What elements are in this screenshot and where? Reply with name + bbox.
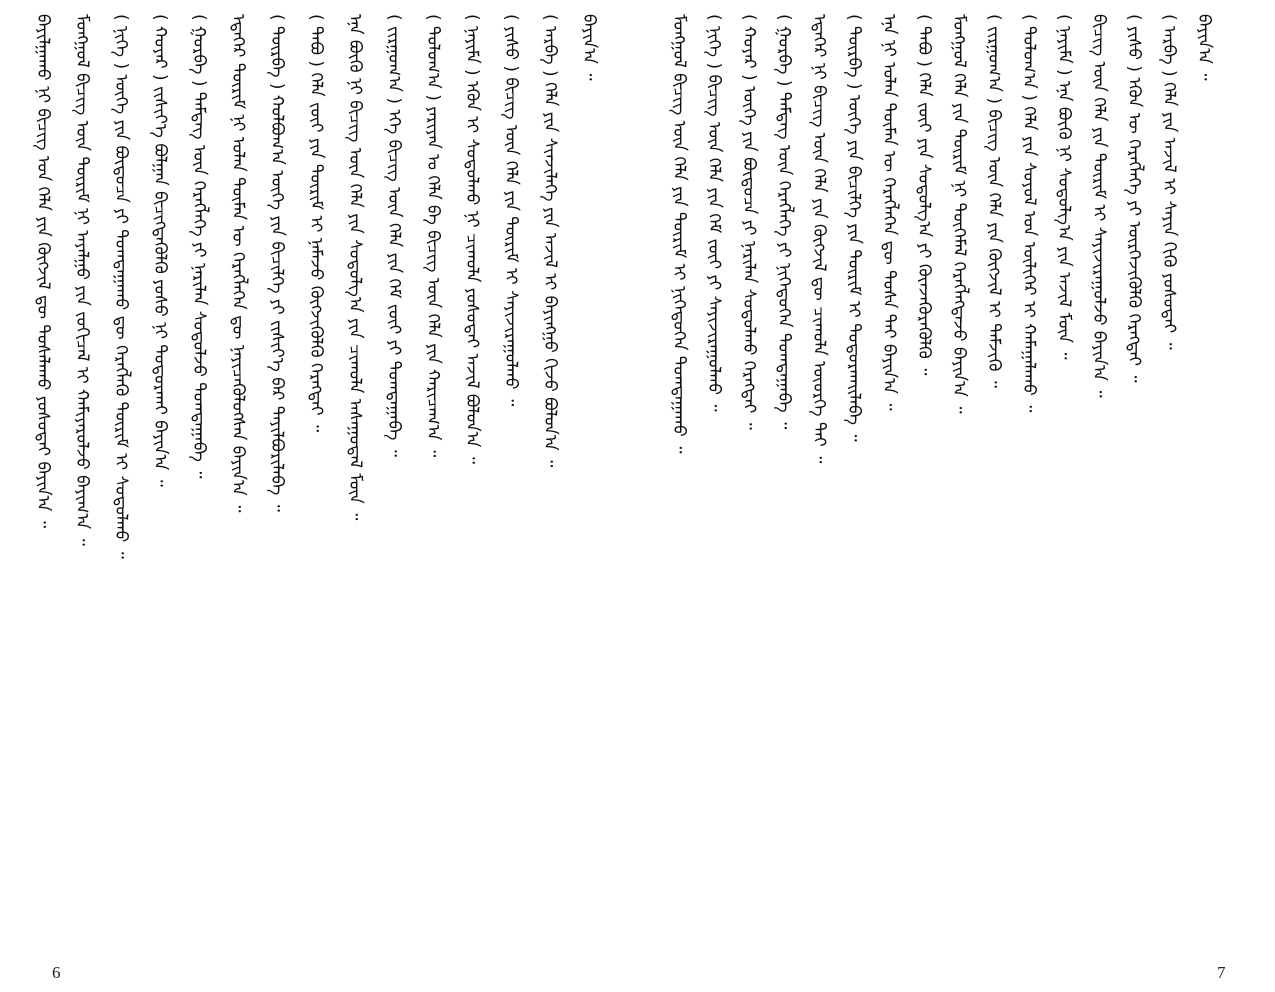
- right-text-column: ᠮᠣᠩᠭᠣᠯ ᠬᠡᠯᠡ ᠶᠢᠨ ᠳᠦᠷᠢᠮ ᠨᠢ ᠲᠦᠭᠡᠮᠡᠯ ᠬᠡᠷᠡᠭᠯᠡᠭᠳᠡᠵᠦ ᠪᠠᠶᠢᠨ᠎ᠠ ᠃: [949, 14, 969, 414]
- left-text-column: ᠡᠳᠡᠭᠡᠷ ᠳᠦᠷᠢᠮ ᠨᠢ ᠣᠯᠠᠨ ᠲᠦᠮᠡᠨ ᠦ ᠬᠡᠷᠡᠭᠯᠡᠭᠡᠨ ᠳᠦ ᠨᠡᠶᠢᠴᠡᠭᠦᠯᠦᠭᠰᠡᠨ ᠪᠠᠶᠢᠨ᠎ᠠ ᠃: [228, 14, 248, 513]
- right-text-column: ( ᠭᠤᠷᠪᠠ ) ᠲᠡᠮᠳᠡᠭ ᠦᠨ ᠬᠡᠷᠡᠭᠯᠡᠭᠡ ᠶᠢ ᠨᠢᠭᠡᠳᠦᠭᠡᠨ ᠲᠣᠭᠲᠠᠭᠠᠪᠠ ᠃: [774, 14, 794, 430]
- right-text-column: ᠪᠢᠴᠢᠭ ᠦᠨ ᠬᠡᠯᠡ ᠶᠢᠨ ᠳᠦᠷᠢᠮ ᠢ ᠰᠠᠶᠢᠵᠢᠷᠠᠭᠤᠯᠵᠤ ᠪᠠᠶᠢᠨ᠎ᠠ ᠃: [1089, 14, 1109, 398]
- left-text-column: ( ᠬᠣᠶᠠᠷ ) ᠵᠢᠱᠢᠶ᠎ᠡ ᠪᠣᠯᠭᠠᠨ ᠪᠢᠴᠢᠭᠳᠡᠭᠦᠯᠬᠦ ᠶᠣᠰᠤ ᠨᠢ ᠲᠣᠳᠣᠷᠬᠠᠢ ᠪᠠᠶᠢᠨ᠎ᠠ ᠃: [150, 14, 170, 487]
- right-text-column: ᠮᠣᠩᠭᠣᠯ ᠪᠢᠴᠢᠭ ᠦᠨ ᠬᠡᠯᠡ ᠶᠢᠨ ᠳᠦᠷᠢᠮ ᠢ ᠨᠢᠭᠡᠳᠦᠭᠡᠨ ᠲᠣᠭᠲᠠᠭᠠᠬᠤ ᠃: [669, 14, 689, 454]
- left-text-column: ᠡᠨᠡ ᠪᠦᠬᠦ ᠨᠢ ᠪᠢᠴᠢᠭ ᠦᠨ ᠬᠡᠯᠡ ᠶᠢᠨ ᠰᠤᠳᠤᠯᠭ᠎ᠠ ᠶᠢᠨ ᠴᠢᠬᠤᠯᠠ ᠠᠰᠠᠭᠤᠳᠠᠯ ᠮᠥᠨ ᠃: [345, 14, 365, 521]
- left-text-column: ( ᠵᠢᠷᠭᠤᠭ᠎ᠠ ) ᠡᠬᠡ ᠪᠢᠴᠢᠭ ᠦᠨ ᠬᠡᠯᠡ ᠶᠢᠨ ᠬᠡᠮ ᠵᠦᠢ ᠶᠢ ᠲᠣᠭᠲᠠᠭᠠᠪᠠ ᠃: [384, 14, 404, 457]
- left-text-column: ( ᠳᠥᠷᠪᠡ ) ᠬᠣᠯᠪᠣᠭ᠎ᠠ ᠦᠭᠡ ᠶᠢᠨ ᠪᠢᠴᠢᠯᠭᠡ ᠶᠢ ᠵᠢᠱᠢᠶ᠎ᠡ ᠪᠡᠷ ᠲᠠᠶᠢᠯᠪᠤᠷᠢᠯᠠᠪᠠ ᠃: [267, 14, 287, 512]
- left-text-column: ( ᠲᠠᠪᠤ ) ᠬᠡᠯᠡ ᠵᠦᠢ ᠶᠢᠨ ᠳᠦᠷᠢᠮ ᠢ ᠨᠡᠮᠡᠵᠦ ᠬᠥᠭᠵᠢᠭᠦᠯᠬᠦ ᠬᠡᠷᠡᠭᠲᠡᠢ ᠃: [306, 14, 326, 433]
- left-text-column: ᠪᠠᠶᠢᠨ᠎ᠠ ᠃: [579, 14, 599, 81]
- page-number-right: 7: [1217, 963, 1226, 982]
- page-number-left: 6: [52, 963, 61, 982]
- left-text-column: ᠮᠣᠩᠭᠣᠯ ᠪᠢᠴᠢᠭ ᠦᠨ ᠳᠦᠷᠢᠮ ᠨᠢ ᠠᠶᠠᠯᠭᠤ ᠶᠢᠨ ᠵᠣᠬᠢᠴᠠᠯ ᠢ ᠬᠠᠮᠢᠶᠠᠷᠤᠯᠵᠤ ᠪᠠᠶᠢᠭ᠎ᠠ ᠃: [72, 14, 92, 546]
- right-text-column: ( ᠶᠢᠰᠦ ) ᠡᠭᠦᠨ ᠦ ᠬᠡᠷᠡᠭᠯᠡᠭᠡ ᠶᠢ ᠦᠷᠭᠡᠵᠢᠭᠦᠯᠬᠦ ᠬᠡᠷᠡᠭᠲᠡᠢ ᠃: [1124, 14, 1144, 383]
- right-text-column: ( ᠳᠥᠷᠪᠡ ) ᠦᠭᠡ ᠶᠢᠨ ᠪᠢᠴᠢᠯᠭᠡ ᠶᠢᠨ ᠳᠦᠷᠢᠮ ᠢ ᠲᠣᠳᠣᠷᠬᠠᠢᠯᠠᠪᠠ ᠃: [844, 14, 864, 442]
- left-text-column: ( ᠨᠠᠶᠢᠮᠠ ) ᠡᠭᠦᠨ ᠢ ᠰᠤᠳᠤᠯᠬᠤ ᠨᠢ ᠴᠢᠬᠤᠯᠠ ᠶᠤᠰᠤᠲᠠᠢ ᠠᠵᠢᠯ ᠪᠣᠯᠤᠨ᠎ᠠ ᠃: [462, 14, 482, 464]
- right-text-column: ᠡᠨᠡ ᠨᠢ ᠣᠯᠠᠨ ᠲᠦᠮᠡᠨ ᠦ ᠬᠡᠷᠡᠭᠯᠡᠭᠡᠨ ᠳᠦ ᠲᠤᠰᠠ ᠲᠠᠢ ᠪᠠᠶᠢᠨ᠎ᠠ ᠃: [879, 14, 899, 411]
- right-text-column: ( ᠬᠣᠶᠠᠷ ) ᠦᠭᠡ ᠶᠢᠨ ᠪᠦᠲᠦᠴᠡ ᠶᠢ ᠨᠠᠷᠢᠯᠠᠨ ᠰᠤᠳᠤᠯᠬᠤ ᠬᠡᠷᠡᠭᠲᠡᠢ ᠃: [739, 14, 759, 430]
- right-text-column: ( ᠨᠠᠶᠢᠮᠠ ) ᠡᠨᠡ ᠪᠦᠬᠦ ᠨᠢ ᠰᠤᠳᠤᠯᠭ᠎ᠠ ᠶᠢᠨ ᠠᠵᠢᠯ ᠮᠥᠨ ᠃: [1054, 14, 1074, 360]
- left-text-column: ( ᠳᠣᠯᠣᠭ᠎ᠠ ) ᠶᠠᠷᠢᠶᠠᠨ ᠤ ᠬᠡᠯᠡ ᠪᠠ ᠪᠢᠴᠢᠭ ᠦᠨ ᠬᠡᠯᠡ ᠶᠢᠨ ᠬᠠᠷᠢᠴᠠᠭ᠎ᠠ ᠃: [423, 14, 443, 458]
- left-text-column: ( ᠠᠷᠪᠠ ) ᠬᠡᠯᠡ ᠶᠢᠨ ᠰᠢᠨᠵᠢᠯᠡᠭᠡ ᠶᠢᠨ ᠠᠵᠢᠯ ᠢ ᠪᠠᠶᠢᠩᠭᠤ ᠬᠢᠵᠦ ᠪᠣᠯᠤᠨ᠎ᠠ ᠃: [540, 14, 560, 468]
- right-text-column: ᠡᠳᠡᠭᠡᠷ ᠨᠢ ᠪᠢᠴᠢᠭ ᠦᠨ ᠬᠡᠯᠡ ᠶᠢᠨ ᠬᠥᠭᠵᠢᠯ ᠳᠦ ᠴᠢᠬᠤᠯᠠ ᠦᠦᠷᠭᠡ ᠲᠡᠢ ᠃: [809, 14, 829, 464]
- left-text-column: ( ᠶᠢᠰᠦ ) ᠪᠢᠴᠢᠭ ᠦᠨ ᠬᠡᠯᠡ ᠶᠢᠨ ᠳᠦᠷᠢᠮ ᠢ ᠰᠠᠶᠢᠵᠢᠷᠠᠭᠤᠯᠬᠤ ᠃: [501, 14, 521, 407]
- right-text-column: ᠪᠠᠶᠢᠨ᠎ᠠ ᠃: [1194, 14, 1214, 81]
- left-text-column: ( ᠭᠤᠷᠪᠠ ) ᠲᠡᠮᠳᠡᠭ ᠦᠨ ᠬᠡᠷᠡᠭᠯᠡᠭᠡ ᠶᠢ ᠨᠠᠷᠢᠯᠠᠨ ᠰᠤᠳᠤᠯᠵᠤ ᠲᠣᠭᠲᠠᠭᠠᠪᠠ ᠃: [189, 14, 209, 479]
- left-text-column: ( ᠨᠢᠭᠡ ) ᠦᠭᠡ ᠶᠢᠨ ᠪᠦᠲᠦᠴᠡ ᠶᠢ ᠲᠣᠭᠲᠠᠭᠠᠬᠤ ᠳᠦ ᠬᠡᠷᠡᠭᠯᠡᠬᠦ ᠳᠦᠷᠢᠮ ᠢ ᠰᠤᠳᠤᠯᠬᠤ ᠃: [111, 14, 131, 559]
- left-text-column: ᠪᠠᠶᠢᠯᠭᠠᠬᠤ ᠨᠢ ᠪᠢᠴᠢᠭ ᠤᠨ ᠬᠡᠯᠡ ᠶᠢᠨ ᠬᠥᠭᠵᠢᠯ ᠳᠦ ᠲᠤᠰᠠᠯᠠᠬᠤ ᠶᠤᠰᠤᠲᠠᠢ ᠪᠠᠶᠢᠨ᠎ᠠ ᠃: [33, 14, 53, 529]
- right-text-column: ( ᠨᠢᠭᠡ ) ᠪᠢᠴᠢᠭ ᠦᠨ ᠬᠡᠯᠡ ᠶᠢᠨ ᠬᠡᠮ ᠵᠦᠢ ᠶᠢ ᠰᠠᠶᠢᠵᠢᠷᠠᠭᠤᠯᠬᠤ ᠃: [704, 14, 724, 412]
- right-text-column: ( ᠳᠣᠯᠣᠭ᠎ᠠ ) ᠬᠡᠯᠡ ᠶᠢᠨ ᠰᠣᠶᠣᠯ ᠤᠨ ᠦᠯᠢᠭᠡᠷ ᠢ ᠬᠠᠮᠠᠭᠠᠯᠠᠬᠤ ᠃: [1019, 14, 1039, 413]
- right-text-column: ( ᠵᠢᠷᠭᠤᠭ᠎ᠠ ) ᠪᠢᠴᠢᠭ ᠦᠨ ᠬᠡᠯᠡ ᠶᠢᠨ ᠬᠥᠭᠵᠢᠯ ᠢ ᠳᠡᠮᠵᠢᠬᠦ ᠃: [984, 14, 1004, 388]
- right-text-column: ( ᠠᠷᠪᠠ ) ᠬᠡᠯᠡ ᠶᠢᠨ ᠠᠵᠢᠯ ᠢ ᠰᠠᠶᠢᠨ ᠬᠢᠬᠦ ᠶᠤᠰᠤᠲᠠᠢ ᠃: [1159, 14, 1179, 350]
- right-text-column: ( ᠲᠠᠪᠤ ) ᠬᠡᠯᠡ ᠵᠦᠢ ᠶᠢᠨ ᠰᠤᠳᠤᠯᠭ᠎ᠠ ᠶᠢ ᠭᠦᠨᠵᠡᠭᠦᠷᠡᠭᠦᠯᠬᠦ ᠃: [914, 14, 934, 376]
